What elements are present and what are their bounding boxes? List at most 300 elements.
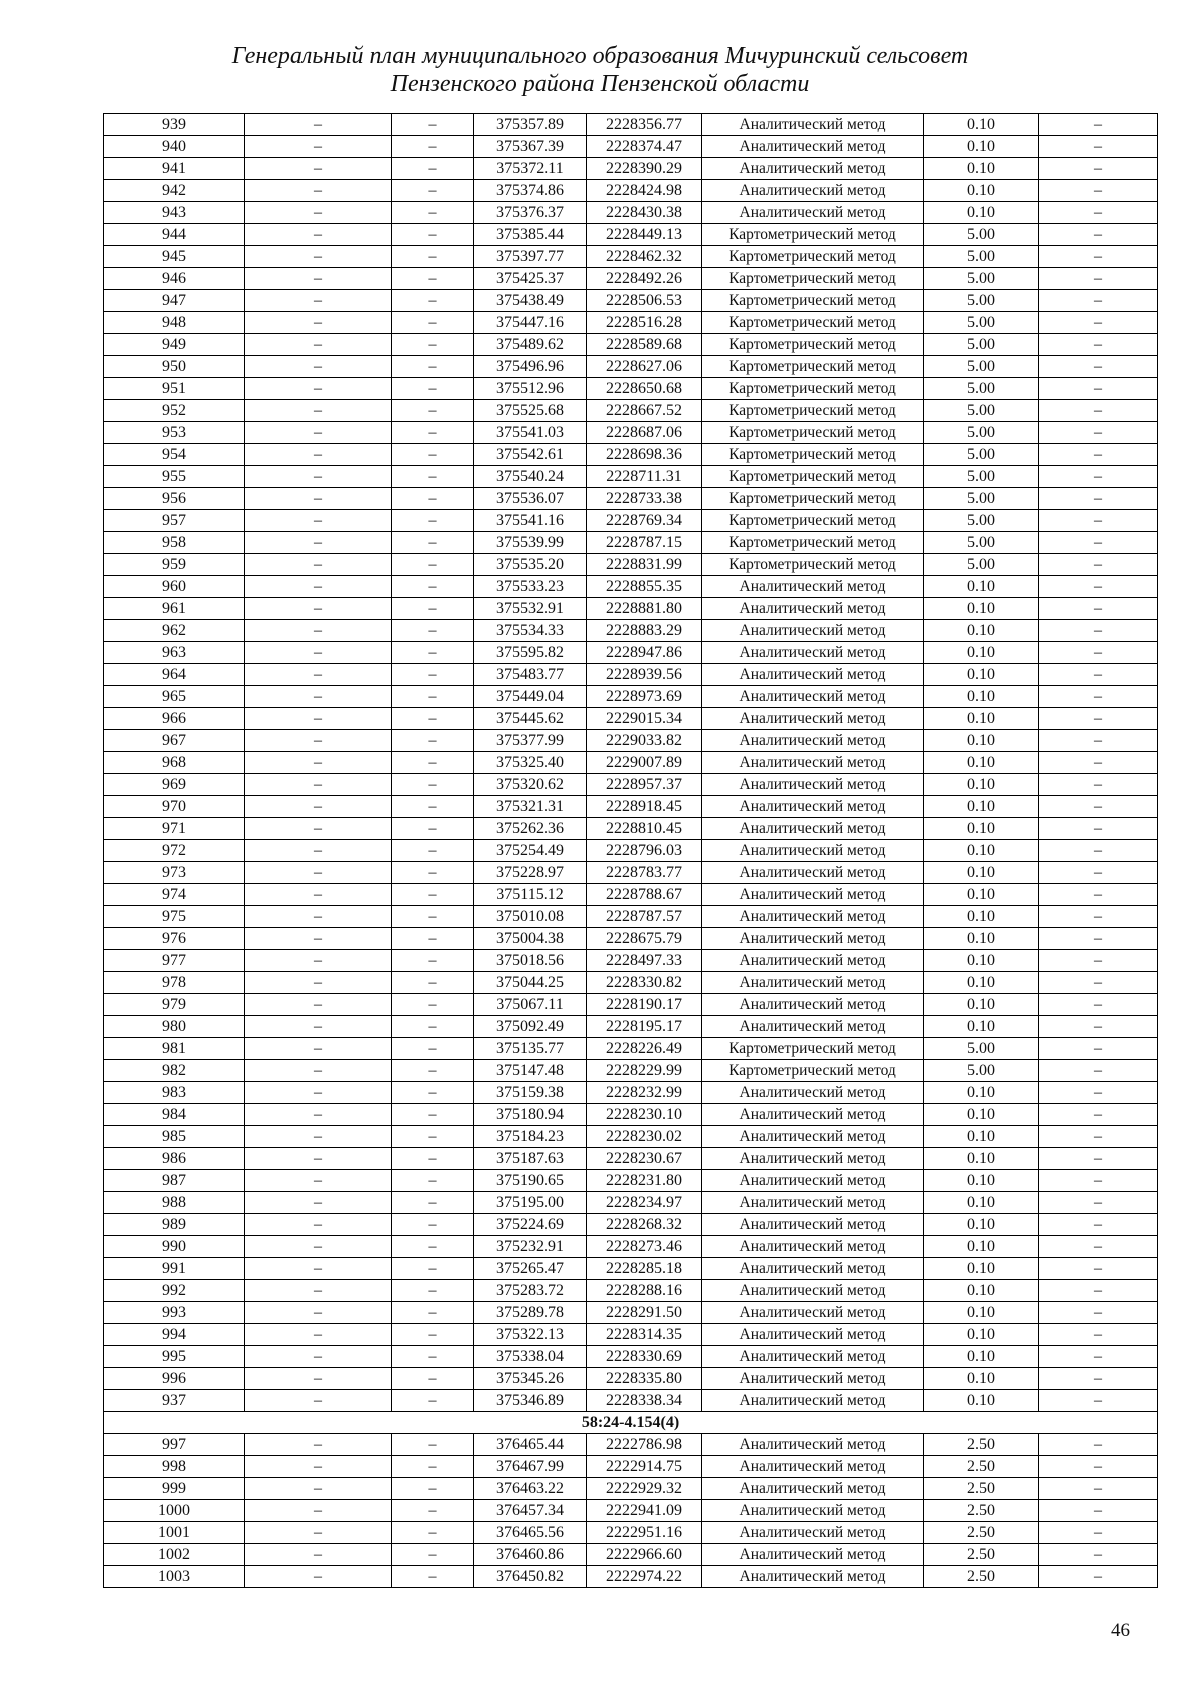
old-x-cell: – — [245, 1434, 392, 1456]
old-y-cell: – — [392, 1566, 474, 1588]
new-x-cell: 375092.49 — [474, 1016, 587, 1038]
description-cell: – — [1039, 774, 1158, 796]
point-number-cell: 974 — [104, 884, 245, 906]
new-x-cell: 376465.56 — [474, 1522, 587, 1544]
new-y-cell: 2229033.82 — [587, 730, 702, 752]
old-y-cell: – — [392, 246, 474, 268]
method-cell: Аналитический метод — [702, 1434, 924, 1456]
old-x-cell: – — [245, 488, 392, 510]
method-cell: Аналитический метод — [702, 1566, 924, 1588]
old-y-cell: – — [392, 1500, 474, 1522]
table-row — [104, 1456, 1158, 1478]
old-y-cell: – — [392, 202, 474, 224]
description-cell: – — [1039, 246, 1158, 268]
point-number-cell: 959 — [104, 554, 245, 576]
old-y-cell: – — [392, 620, 474, 642]
method-cell: Аналитический метод — [702, 752, 924, 774]
description-cell: – — [1039, 796, 1158, 818]
table-row — [104, 1346, 1158, 1368]
accuracy-cell: 0.10 — [924, 136, 1039, 158]
new-x-cell: 375540.24 — [474, 466, 587, 488]
method-cell: Картометрический метод — [702, 532, 924, 554]
description-cell: – — [1039, 730, 1158, 752]
old-x-cell: – — [245, 708, 392, 730]
old-x-cell: – — [245, 1346, 392, 1368]
new-x-cell: 375115.12 — [474, 884, 587, 906]
accuracy-cell: 0.10 — [924, 994, 1039, 1016]
point-number-cell: 978 — [104, 972, 245, 994]
point-number-cell: 976 — [104, 928, 245, 950]
new-x-cell: 375018.56 — [474, 950, 587, 972]
description-cell: – — [1039, 642, 1158, 664]
old-x-cell: – — [245, 1258, 392, 1280]
old-y-cell: – — [392, 1082, 474, 1104]
old-y-cell: – — [392, 1390, 474, 1412]
method-cell: Аналитический метод — [702, 1522, 924, 1544]
point-number-cell: 940 — [104, 136, 245, 158]
new-x-cell: 375067.11 — [474, 994, 587, 1016]
old-x-cell: – — [245, 1236, 392, 1258]
table-row — [104, 862, 1158, 884]
description-cell: – — [1039, 466, 1158, 488]
method-cell: Аналитический метод — [702, 1016, 924, 1038]
table-row — [104, 202, 1158, 224]
method-cell: Аналитический метод — [702, 180, 924, 202]
old-y-cell: – — [392, 950, 474, 972]
description-cell: – — [1039, 422, 1158, 444]
point-number-cell: 995 — [104, 1346, 245, 1368]
point-number-cell: 957 — [104, 510, 245, 532]
new-y-cell: 2228356.77 — [587, 114, 702, 136]
point-number-cell: 988 — [104, 1192, 245, 1214]
description-cell: – — [1039, 972, 1158, 994]
new-y-cell: 2228711.31 — [587, 466, 702, 488]
method-cell: Аналитический метод — [702, 1390, 924, 1412]
new-x-cell: 375135.77 — [474, 1038, 587, 1060]
new-y-cell: 2228918.45 — [587, 796, 702, 818]
old-x-cell: – — [245, 334, 392, 356]
description-cell: – — [1039, 1456, 1158, 1478]
accuracy-cell: 0.10 — [924, 1236, 1039, 1258]
description-cell: – — [1039, 1258, 1158, 1280]
new-y-cell: 2228390.29 — [587, 158, 702, 180]
old-y-cell: – — [392, 862, 474, 884]
accuracy-cell: 5.00 — [924, 378, 1039, 400]
table-row — [104, 224, 1158, 246]
new-x-cell: 375345.26 — [474, 1368, 587, 1390]
description-cell: – — [1039, 1214, 1158, 1236]
method-cell: Картометрический метод — [702, 488, 924, 510]
accuracy-cell: 2.50 — [924, 1566, 1039, 1588]
description-cell: – — [1039, 1280, 1158, 1302]
table-row — [104, 400, 1158, 422]
new-x-cell: 375190.65 — [474, 1170, 587, 1192]
old-x-cell: – — [245, 312, 392, 334]
method-cell: Аналитический метод — [702, 994, 924, 1016]
new-x-cell: 375346.89 — [474, 1390, 587, 1412]
point-number-cell: 979 — [104, 994, 245, 1016]
old-x-cell: – — [245, 466, 392, 488]
table-row — [104, 466, 1158, 488]
new-y-cell: 2228335.80 — [587, 1368, 702, 1390]
point-number-cell: 941 — [104, 158, 245, 180]
point-number-cell: 989 — [104, 1214, 245, 1236]
table-row — [104, 532, 1158, 554]
point-number-cell: 961 — [104, 598, 245, 620]
old-y-cell: – — [392, 268, 474, 290]
new-x-cell: 375438.49 — [474, 290, 587, 312]
table-row — [104, 1016, 1158, 1038]
old-y-cell: – — [392, 356, 474, 378]
accuracy-cell: 0.10 — [924, 752, 1039, 774]
point-number-cell: 950 — [104, 356, 245, 378]
new-x-cell: 375283.72 — [474, 1280, 587, 1302]
table-row — [104, 312, 1158, 334]
new-y-cell: 2222929.32 — [587, 1478, 702, 1500]
description-cell: – — [1039, 224, 1158, 246]
method-cell: Аналитический метод — [702, 1500, 924, 1522]
description-cell: – — [1039, 1434, 1158, 1456]
method-cell: Аналитический метод — [702, 1126, 924, 1148]
table-row — [104, 1478, 1158, 1500]
new-y-cell: 2228449.13 — [587, 224, 702, 246]
new-y-cell: 2228796.03 — [587, 840, 702, 862]
point-number-cell: 937 — [104, 1390, 245, 1412]
old-x-cell: – — [245, 1104, 392, 1126]
point-number-cell: 1003 — [104, 1566, 245, 1588]
method-cell: Аналитический метод — [702, 1258, 924, 1280]
old-y-cell: – — [392, 796, 474, 818]
description-cell: – — [1039, 994, 1158, 1016]
new-y-cell: 2228627.06 — [587, 356, 702, 378]
old-y-cell: – — [392, 158, 474, 180]
new-y-cell: 2228190.17 — [587, 994, 702, 1016]
new-y-cell: 2228787.57 — [587, 906, 702, 928]
point-number-cell: 963 — [104, 642, 245, 664]
new-y-cell: 2228810.45 — [587, 818, 702, 840]
new-x-cell: 375533.23 — [474, 576, 587, 598]
new-x-cell: 375539.99 — [474, 532, 587, 554]
accuracy-cell: 0.10 — [924, 1368, 1039, 1390]
point-number-cell: 939 — [104, 114, 245, 136]
point-number-cell: 990 — [104, 1236, 245, 1258]
accuracy-cell: 5.00 — [924, 1060, 1039, 1082]
new-x-cell: 375532.91 — [474, 598, 587, 620]
method-cell: Аналитический метод — [702, 664, 924, 686]
table-row — [104, 1434, 1158, 1456]
method-cell: Аналитический метод — [702, 1478, 924, 1500]
table-row — [104, 1500, 1158, 1522]
old-y-cell: – — [392, 1060, 474, 1082]
method-cell: Аналитический метод — [702, 928, 924, 950]
method-cell: Картометрический метод — [702, 246, 924, 268]
point-number-cell: 996 — [104, 1368, 245, 1390]
method-cell: Аналитический метод — [702, 796, 924, 818]
old-y-cell: – — [392, 1522, 474, 1544]
table-row — [104, 730, 1158, 752]
point-number-cell: 973 — [104, 862, 245, 884]
accuracy-cell: 0.10 — [924, 686, 1039, 708]
description-cell: – — [1039, 334, 1158, 356]
accuracy-cell: 0.10 — [924, 928, 1039, 950]
method-cell: Аналитический метод — [702, 884, 924, 906]
new-y-cell: 2228769.34 — [587, 510, 702, 532]
point-number-cell: 985 — [104, 1126, 245, 1148]
table-row — [104, 1258, 1158, 1280]
old-y-cell: – — [392, 334, 474, 356]
old-x-cell: – — [245, 400, 392, 422]
method-cell: Аналитический метод — [702, 1192, 924, 1214]
description-cell: – — [1039, 1544, 1158, 1566]
description-cell: – — [1039, 752, 1158, 774]
new-y-cell: 2228230.02 — [587, 1126, 702, 1148]
new-x-cell: 375595.82 — [474, 642, 587, 664]
old-y-cell: – — [392, 136, 474, 158]
section-title-cell: 58:24-4.154(4) — [104, 1412, 1158, 1434]
table-row — [104, 840, 1158, 862]
new-y-cell: 2228234.97 — [587, 1192, 702, 1214]
table-row — [104, 972, 1158, 994]
table-row — [104, 1566, 1158, 1588]
old-y-cell: – — [392, 1302, 474, 1324]
new-x-cell: 375232.91 — [474, 1236, 587, 1258]
new-x-cell: 375180.94 — [474, 1104, 587, 1126]
old-x-cell: – — [245, 1390, 392, 1412]
method-cell: Аналитический метод — [702, 1368, 924, 1390]
new-y-cell: 2228229.99 — [587, 1060, 702, 1082]
point-number-cell: 975 — [104, 906, 245, 928]
old-y-cell: – — [392, 1192, 474, 1214]
accuracy-cell: 5.00 — [924, 444, 1039, 466]
accuracy-cell: 2.50 — [924, 1522, 1039, 1544]
old-y-cell: – — [392, 378, 474, 400]
new-y-cell: 2228338.34 — [587, 1390, 702, 1412]
table-row — [104, 1214, 1158, 1236]
old-x-cell: – — [245, 1060, 392, 1082]
table-row — [104, 136, 1158, 158]
new-y-cell: 2228268.32 — [587, 1214, 702, 1236]
point-number-cell: 991 — [104, 1258, 245, 1280]
table-row — [104, 1038, 1158, 1060]
method-cell: Картометрический метод — [702, 312, 924, 334]
new-x-cell: 375534.33 — [474, 620, 587, 642]
old-y-cell: – — [392, 1258, 474, 1280]
new-x-cell: 375447.16 — [474, 312, 587, 334]
description-cell: – — [1039, 1236, 1158, 1258]
accuracy-cell: 0.10 — [924, 202, 1039, 224]
description-cell: – — [1039, 356, 1158, 378]
old-x-cell: – — [245, 1566, 392, 1588]
old-x-cell: – — [245, 356, 392, 378]
accuracy-cell: 0.10 — [924, 950, 1039, 972]
description-cell: – — [1039, 1060, 1158, 1082]
method-cell: Аналитический метод — [702, 1214, 924, 1236]
old-x-cell: – — [245, 224, 392, 246]
method-cell: Картометрический метод — [702, 334, 924, 356]
table-row — [104, 620, 1158, 642]
new-y-cell: 2222966.60 — [587, 1544, 702, 1566]
accuracy-cell: 0.10 — [924, 818, 1039, 840]
old-y-cell: – — [392, 774, 474, 796]
point-number-cell: 971 — [104, 818, 245, 840]
old-y-cell: – — [392, 752, 474, 774]
old-y-cell: – — [392, 1478, 474, 1500]
new-x-cell: 375224.69 — [474, 1214, 587, 1236]
old-x-cell: – — [245, 576, 392, 598]
old-x-cell: – — [245, 1126, 392, 1148]
method-cell: Картометрический метод — [702, 466, 924, 488]
new-y-cell: 2228687.06 — [587, 422, 702, 444]
accuracy-cell: 0.10 — [924, 1192, 1039, 1214]
old-y-cell: – — [392, 884, 474, 906]
new-y-cell: 2228232.99 — [587, 1082, 702, 1104]
method-cell: Картометрический метод — [702, 356, 924, 378]
point-number-cell: 953 — [104, 422, 245, 444]
old-x-cell: – — [245, 642, 392, 664]
old-x-cell: – — [245, 862, 392, 884]
old-x-cell: – — [245, 730, 392, 752]
point-number-cell: 966 — [104, 708, 245, 730]
method-cell: Картометрический метод — [702, 554, 924, 576]
method-cell: Аналитический метод — [702, 1346, 924, 1368]
new-x-cell: 375541.16 — [474, 510, 587, 532]
old-x-cell: – — [245, 1082, 392, 1104]
accuracy-cell: 0.10 — [924, 1258, 1039, 1280]
table-row — [104, 796, 1158, 818]
accuracy-cell: 0.10 — [924, 664, 1039, 686]
description-cell: – — [1039, 180, 1158, 202]
old-x-cell: – — [245, 1500, 392, 1522]
new-x-cell: 375320.62 — [474, 774, 587, 796]
point-number-cell: 951 — [104, 378, 245, 400]
old-x-cell: – — [245, 246, 392, 268]
accuracy-cell: 0.10 — [924, 1214, 1039, 1236]
point-number-cell: 997 — [104, 1434, 245, 1456]
point-number-cell: 983 — [104, 1082, 245, 1104]
old-y-cell: – — [392, 576, 474, 598]
method-cell: Картометрический метод — [702, 378, 924, 400]
point-number-cell: 1001 — [104, 1522, 245, 1544]
new-y-cell: 2228492.26 — [587, 268, 702, 290]
old-x-cell: – — [245, 114, 392, 136]
new-y-cell: 2228430.38 — [587, 202, 702, 224]
old-y-cell: – — [392, 708, 474, 730]
description-cell: – — [1039, 1170, 1158, 1192]
method-cell: Аналитический метод — [702, 972, 924, 994]
description-cell: – — [1039, 928, 1158, 950]
old-y-cell: – — [392, 532, 474, 554]
old-x-cell: – — [245, 950, 392, 972]
accuracy-cell: 0.10 — [924, 1148, 1039, 1170]
old-y-cell: – — [392, 422, 474, 444]
accuracy-cell: 2.50 — [924, 1544, 1039, 1566]
description-cell: – — [1039, 312, 1158, 334]
method-cell: Аналитический метод — [702, 818, 924, 840]
accuracy-cell: 2.50 — [924, 1434, 1039, 1456]
old-y-cell: – — [392, 488, 474, 510]
accuracy-cell: 0.10 — [924, 1016, 1039, 1038]
point-number-cell: 986 — [104, 1148, 245, 1170]
point-number-cell: 964 — [104, 664, 245, 686]
point-number-cell: 954 — [104, 444, 245, 466]
old-x-cell: – — [245, 840, 392, 862]
accuracy-cell: 0.10 — [924, 1302, 1039, 1324]
accuracy-cell: 0.10 — [924, 862, 1039, 884]
method-cell: Аналитический метод — [702, 840, 924, 862]
old-y-cell: – — [392, 554, 474, 576]
old-x-cell: – — [245, 884, 392, 906]
old-x-cell: – — [245, 1016, 392, 1038]
accuracy-cell: 5.00 — [924, 290, 1039, 312]
point-number-cell: 982 — [104, 1060, 245, 1082]
table-row — [104, 488, 1158, 510]
table-row — [104, 1544, 1158, 1566]
old-y-cell: – — [392, 1126, 474, 1148]
new-y-cell: 2228374.47 — [587, 136, 702, 158]
old-y-cell: – — [392, 510, 474, 532]
accuracy-cell: 2.50 — [924, 1478, 1039, 1500]
point-number-cell: 992 — [104, 1280, 245, 1302]
description-cell: – — [1039, 378, 1158, 400]
accuracy-cell: 0.10 — [924, 1170, 1039, 1192]
old-x-cell: – — [245, 1214, 392, 1236]
new-x-cell: 375195.00 — [474, 1192, 587, 1214]
old-x-cell: – — [245, 1038, 392, 1060]
method-cell: Аналитический метод — [702, 774, 924, 796]
old-x-cell: – — [245, 268, 392, 290]
accuracy-cell: 0.10 — [924, 796, 1039, 818]
old-x-cell: – — [245, 422, 392, 444]
method-cell: Аналитический метод — [702, 686, 924, 708]
table-row — [104, 1192, 1158, 1214]
new-x-cell: 375325.40 — [474, 752, 587, 774]
header-title-line-1: Генеральный план муниципального образования Мичуринский сельсовет — [231, 43, 969, 69]
table-row — [104, 686, 1158, 708]
new-x-cell: 375044.25 — [474, 972, 587, 994]
new-y-cell: 2228947.86 — [587, 642, 702, 664]
table-row — [104, 1082, 1158, 1104]
table-row — [104, 1126, 1158, 1148]
point-number-cell: 962 — [104, 620, 245, 642]
point-number-cell: 969 — [104, 774, 245, 796]
header-title-line-2: Пензенского района Пензенской области — [390, 71, 810, 97]
new-y-cell: 2228881.80 — [587, 598, 702, 620]
new-y-cell: 2228226.49 — [587, 1038, 702, 1060]
table-row — [104, 1522, 1158, 1544]
old-x-cell: – — [245, 972, 392, 994]
description-cell: – — [1039, 202, 1158, 224]
table-row — [104, 510, 1158, 532]
point-number-cell: 956 — [104, 488, 245, 510]
method-cell: Аналитический метод — [702, 598, 924, 620]
method-cell: Аналитический метод — [702, 730, 924, 752]
old-x-cell: – — [245, 1192, 392, 1214]
new-y-cell: 2228939.56 — [587, 664, 702, 686]
old-x-cell: – — [245, 1148, 392, 1170]
method-cell: Аналитический метод — [702, 950, 924, 972]
old-y-cell: – — [392, 1236, 474, 1258]
description-cell: – — [1039, 1522, 1158, 1544]
table-row — [104, 598, 1158, 620]
method-cell: Аналитический метод — [702, 862, 924, 884]
new-x-cell: 375385.44 — [474, 224, 587, 246]
accuracy-cell: 0.10 — [924, 884, 1039, 906]
description-cell: – — [1039, 444, 1158, 466]
new-y-cell: 2228650.68 — [587, 378, 702, 400]
point-number-cell: 945 — [104, 246, 245, 268]
new-y-cell: 2228195.17 — [587, 1016, 702, 1038]
accuracy-cell: 5.00 — [924, 400, 1039, 422]
